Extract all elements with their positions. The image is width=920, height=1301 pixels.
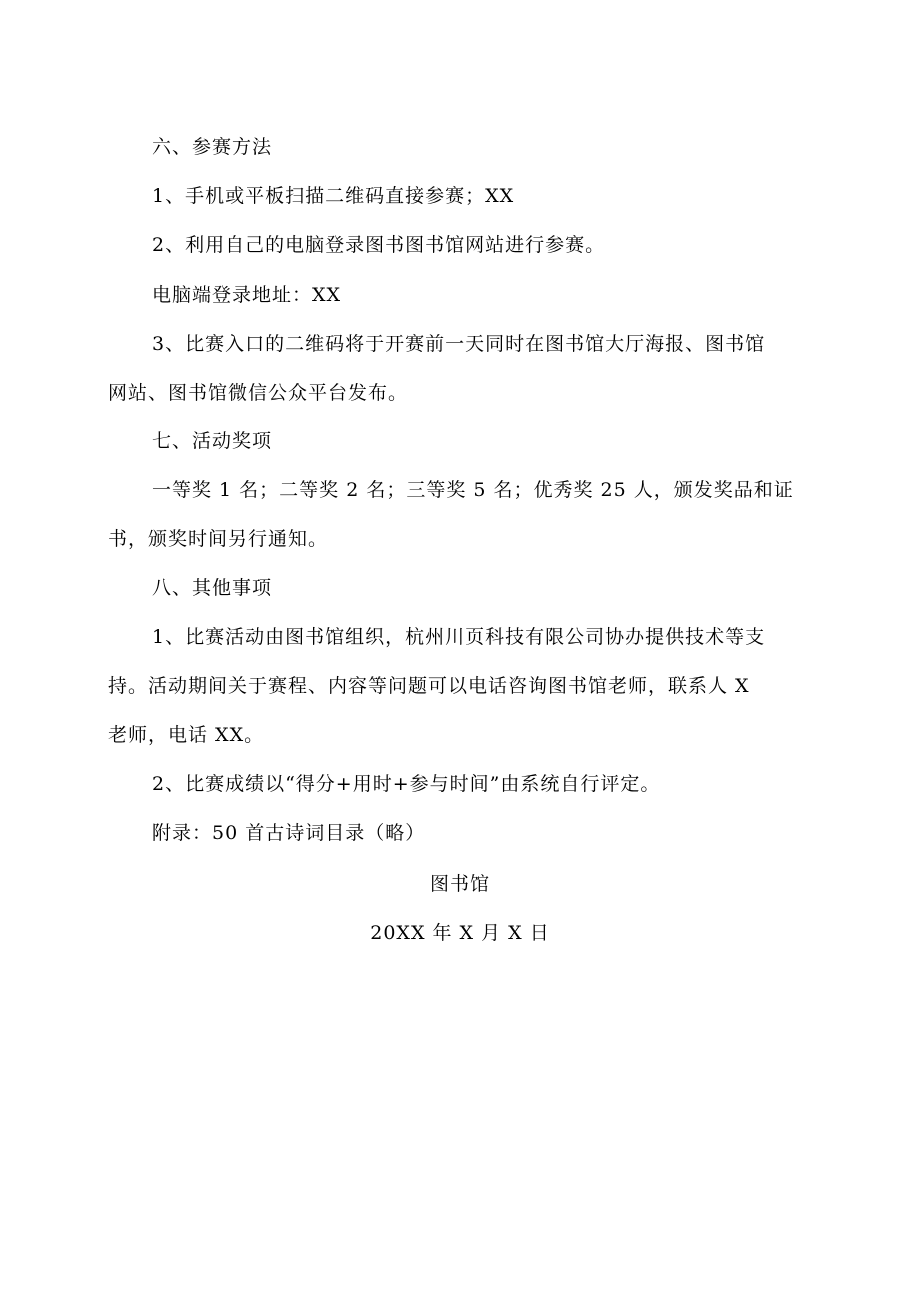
section-heading-other-matters: 八、其他事项 xyxy=(152,577,273,599)
section-heading-awards: 七、活动奖项 xyxy=(152,430,273,452)
paragraph-line: 1、手机或平板扫描二维码直接参赛；XX xyxy=(152,185,515,207)
paragraph-line: 持。活动期间关于赛程、内容等问题可以电话咨询图书馆老师，联系人 X xyxy=(108,675,750,697)
paragraph-line: 书，颁奖时间另行通知。 xyxy=(108,528,329,550)
paragraph-line: 电脑端登录地址：XX xyxy=(152,284,342,306)
paragraph-line: 网站、图书馆微信公众平台发布。 xyxy=(108,382,409,404)
paragraph-line: 老师，电话 XX。 xyxy=(108,724,265,746)
signature-date: 20XX 年 X 月 X 日 xyxy=(370,922,550,944)
paragraph-line: 1、比赛活动由图书馆组织，杭州川页科技有限公司协办提供技术等支 xyxy=(152,626,766,648)
paragraph-line: 2、比赛成绩以“得分+用时+参与时间”由系统自行评定。 xyxy=(152,773,661,795)
paragraph-line: 一等奖 1 名；二等奖 2 名；三等奖 5 名；优秀奖 25 人，颁发奖品和证 xyxy=(152,479,794,501)
section-heading-participation-method: 六、参赛方法 xyxy=(152,136,273,158)
appendix-line: 附录：50 首古诗词目录（略） xyxy=(152,822,426,844)
paragraph-line: 3、比赛入口的二维码将于开赛前一天同时在图书馆大厅海报、图书馆 xyxy=(152,333,766,355)
paragraph-line: 2、利用自己的电脑登录图书图书馆网站进行参赛。 xyxy=(152,234,606,256)
signature-organization: 图书馆 xyxy=(429,873,490,895)
